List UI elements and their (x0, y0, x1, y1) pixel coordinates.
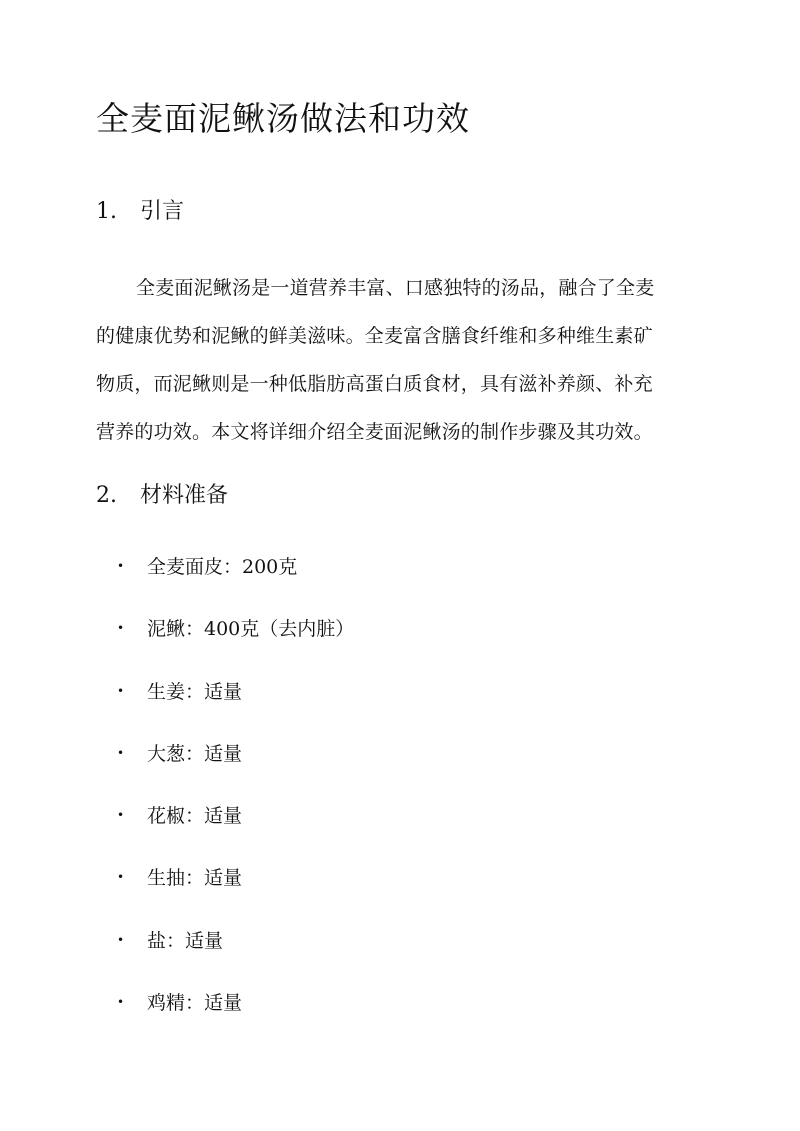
paragraph-line: 的健康优势和泥鳅的鲜美滋味。全麦富含膳食纤维和多种维生素矿 (96, 325, 653, 347)
list-item (117, 922, 354, 984)
list-item (117, 548, 354, 610)
ingredient-text: 全麦面皮：200克 (147, 556, 298, 578)
list-item (117, 673, 354, 735)
ingredient-text: 大葱：适量 (147, 742, 243, 765)
bullet-icon: • (117, 559, 125, 573)
paragraph-line: 物质，而泥鳅则是一种低脂肪高蛋白质食材，具有滋补养颜、补充 (96, 373, 653, 395)
section-title: 引言 (140, 199, 185, 224)
section-title: 材料准备 (140, 483, 229, 508)
ingredient-list (117, 548, 354, 1046)
section-number: 1. (96, 199, 117, 224)
ingredient-text: 花椒：适量 (147, 805, 243, 828)
ingredient-text: 鸡精：适量 (147, 992, 243, 1015)
document-title: 全麦面泥鳅汤做法和功效 (96, 99, 470, 138)
bullet-icon: • (117, 683, 125, 698)
list-item (117, 984, 354, 1046)
section-number: 2. (96, 483, 117, 508)
list-item (117, 859, 354, 921)
ingredient-text: 泥鳅：400克（去内脏） (147, 618, 355, 641)
bullet-icon: • (117, 808, 125, 823)
list-item (117, 610, 354, 672)
ingredient-text: 生姜：适量 (147, 680, 243, 703)
bullet-icon: • (117, 995, 125, 1010)
bullet-icon: • (117, 745, 125, 760)
bullet-icon: • (117, 932, 125, 947)
paragraph-line: 全麦面泥鳅汤是一道营养丰富、口感独特的汤品，融合了全麦 (136, 277, 655, 299)
list-item (117, 735, 354, 797)
paragraph-line: 营养的功效。本文将详细介绍全麦面泥鳅汤的制作步骤及其功效。 (96, 421, 653, 443)
section-heading-materials (96, 476, 228, 516)
ingredient-text: 生抽：适量 (147, 867, 243, 890)
intro-paragraph (96, 264, 708, 456)
bullet-icon: • (117, 870, 125, 885)
section-heading-intro (96, 192, 184, 232)
ingredient-text: 盐：适量 (147, 929, 224, 952)
bullet-icon: • (117, 621, 125, 636)
list-item (117, 797, 354, 859)
